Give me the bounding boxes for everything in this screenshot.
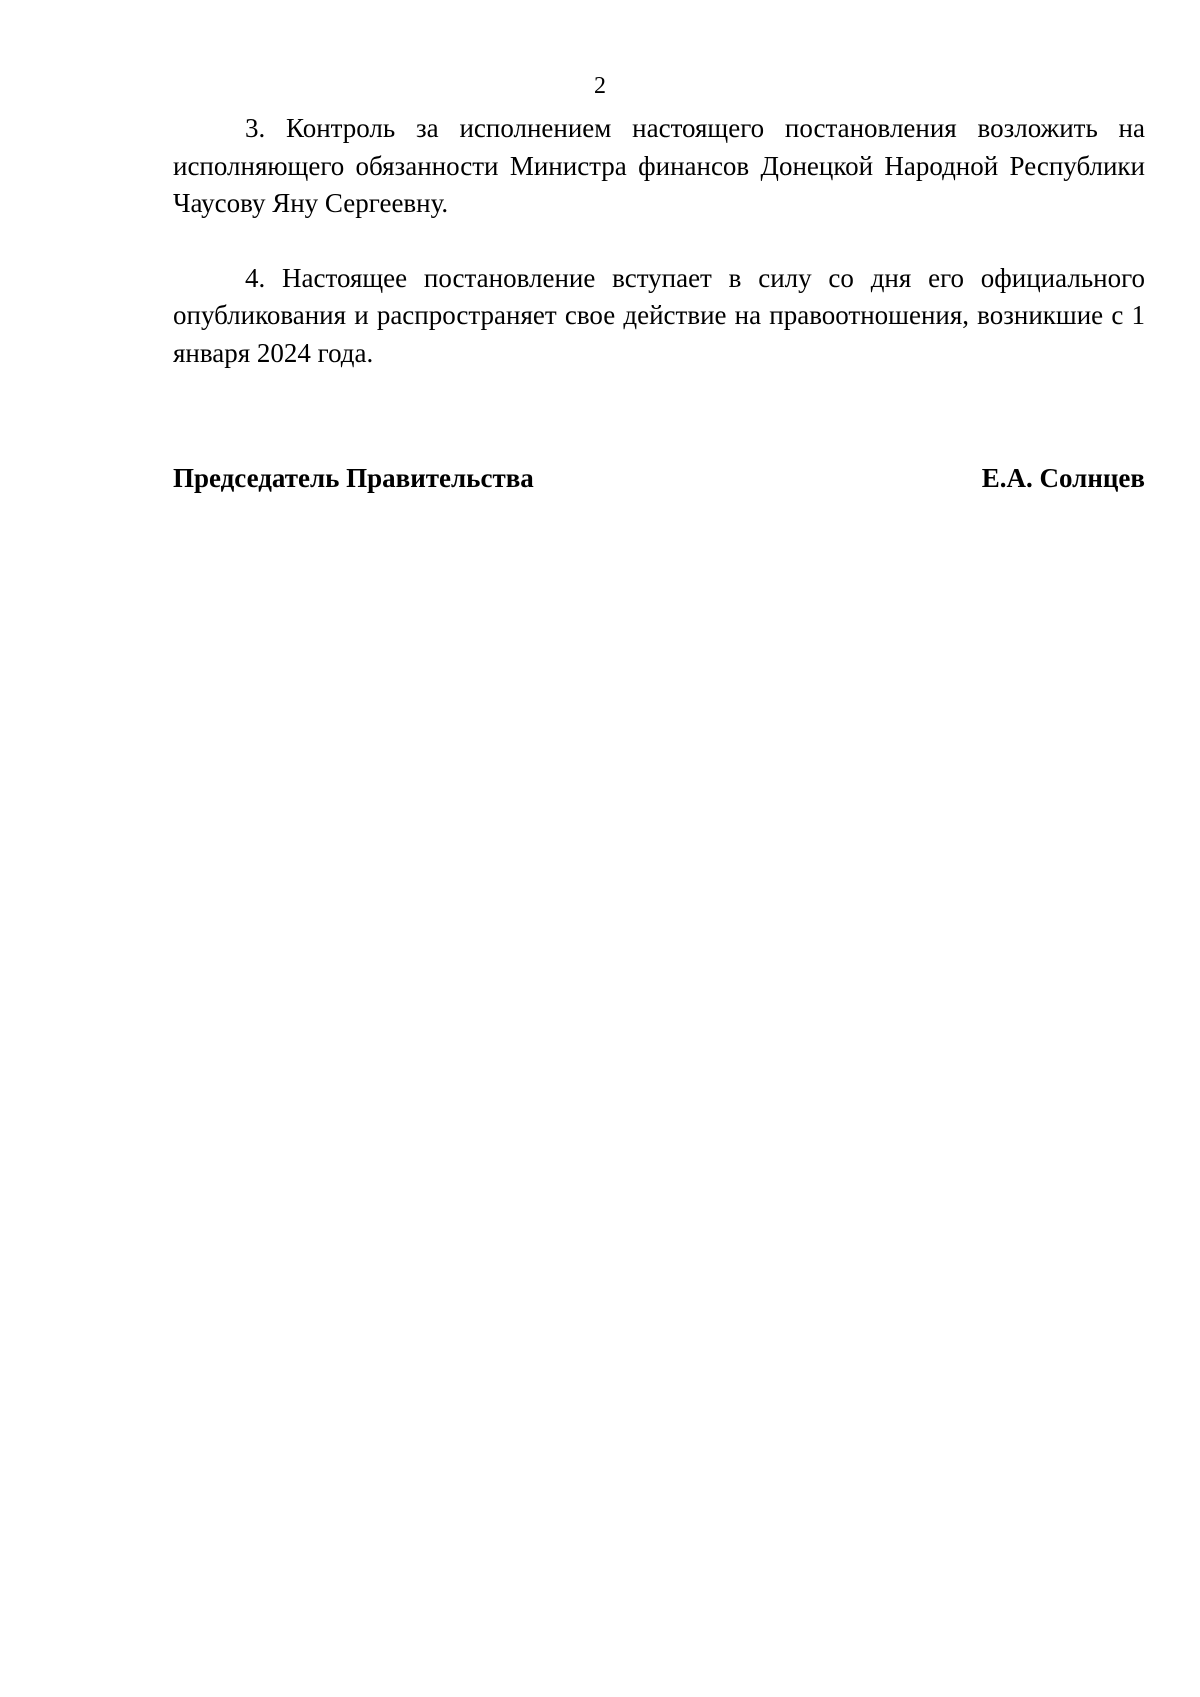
paragraph-3: 3. Контроль за исполнением настоящего постановления возложить на исполняющего обязанности Министра финансов Донецкой Народной Республики Чаусову Яну Сергеевну.	[173, 113, 1145, 218]
paragraph-4: 4. Настоящее постановление вступает в силу со дня его официального опубликования и распространяет свое действие на правоотношения, возникшие с 1 января 2024 года.	[173, 262, 1145, 368]
signatory-position: Председатель Правительства	[173, 463, 534, 493]
signatory-name: Е.А. Солнцев	[981, 463, 1145, 493]
document-body	[173, 110, 1145, 372]
signature-block	[173, 460, 1145, 496]
page-number: 2	[594, 73, 606, 99]
